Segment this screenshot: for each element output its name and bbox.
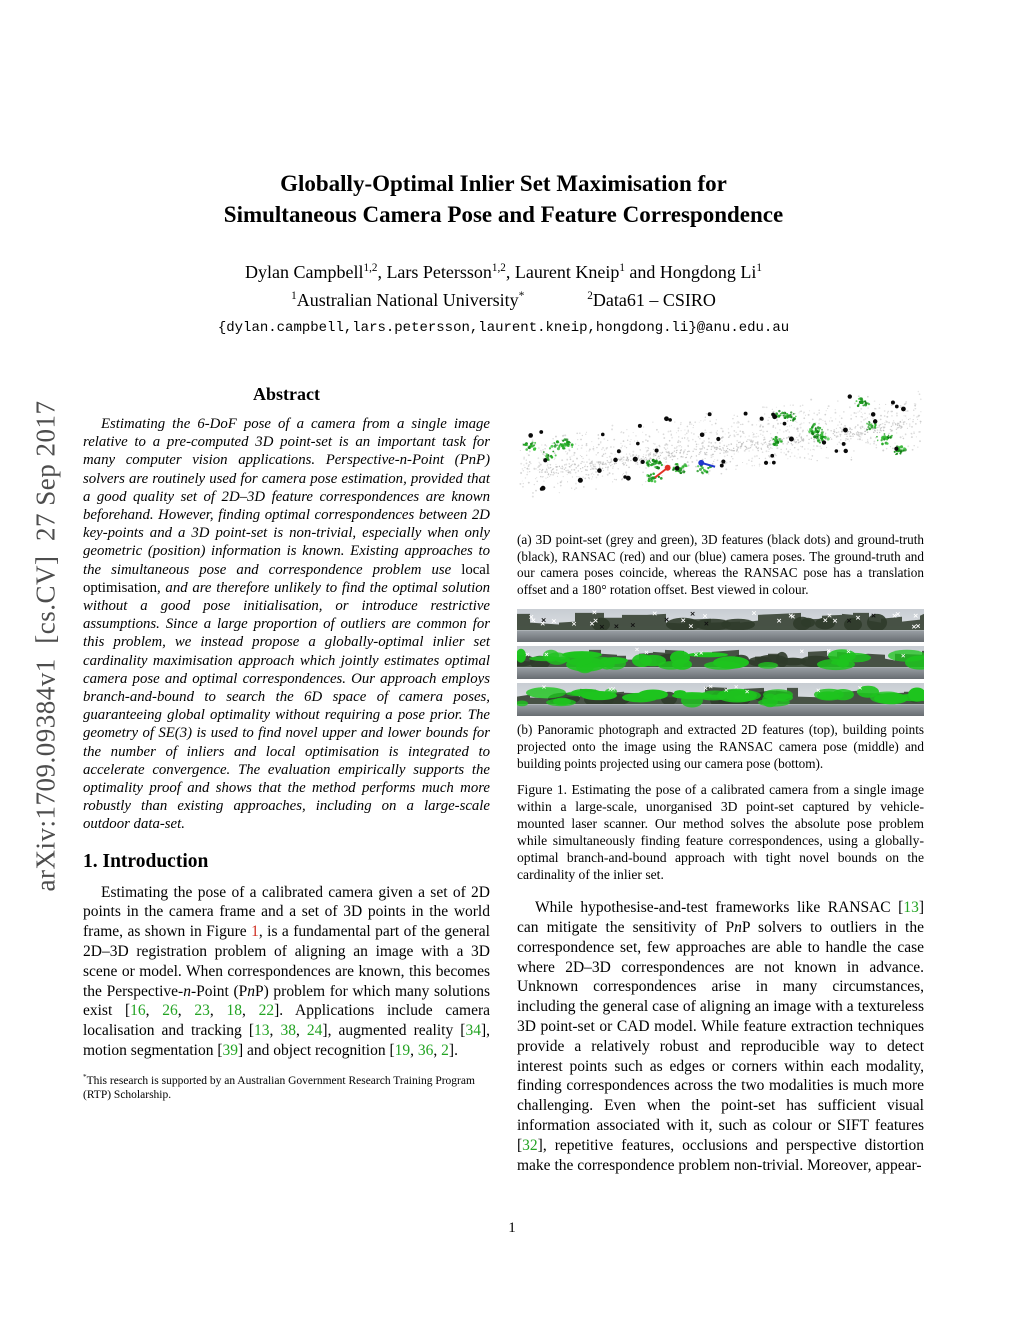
citation-link[interactable]: 13 <box>903 899 919 917</box>
text-segment: n <box>247 982 256 1000</box>
figure-reference-link[interactable]: 1 <box>251 923 259 941</box>
text-segment: n <box>734 918 742 936</box>
figure-1b-panoramas <box>517 609 924 716</box>
text-segment: , <box>269 1022 281 1040</box>
related-work-paragraph <box>517 898 924 1175</box>
superscript: * <box>518 290 525 302</box>
paper-header <box>83 168 924 336</box>
abstract-text <box>83 415 490 834</box>
citation-link[interactable]: 24 <box>306 1022 323 1040</box>
superscript: 2 <box>587 290 593 302</box>
text-segment: , Laurent Kneip <box>505 262 620 282</box>
text-segment: ]. <box>448 1042 458 1060</box>
text-segment: Estimating the 6-DoF pose of a camera from a single image relative to a pre-computed 3D point-set is an important task for many computer vision applications. Perspective-n-Point (PnP) solvers are routinely used for camera pose estimation, provided that a good quality set of 2D–3D feature correspondences are known beforehand. However, finding optimal correspondences between 2D key-points and a 3D point-set is non-trivial, especially when only geometric (position) information is known. Existing approaches to the simultaneous pose and correspondence problem use <box>83 416 490 578</box>
superscript: 1,2 <box>363 262 378 274</box>
panorama-our-projection <box>517 683 924 716</box>
paper-title <box>83 168 924 230</box>
text-segment: Data61 – CSIRO <box>592 290 716 310</box>
text-segment: P) problem for which many solutions exist [ <box>83 982 491 1020</box>
section-heading-introduction: 1. Introduction <box>83 850 209 872</box>
text-segment: and Hongdong Li <box>624 262 757 282</box>
panorama-ransac-projection <box>517 646 924 679</box>
figure-1a-caption: (a) 3D point-set (grey and green), 3D features (black dots) and ground-truth (black), RANSAC (red) and our (blue) camera poses. The ground-truth and our camera poses coincide, whereas the RANSAC pose has a translation offset and a 180° rotation offset. Best viewed in colour. <box>517 532 924 597</box>
text-segment: ]. Applications include camera localisation and tracking [ <box>83 1002 491 1040</box>
text-segment <box>524 290 587 310</box>
arxiv-watermark: arXiv:1709.09384v1 [cs.CV] 27 Sep 2017 <box>30 400 61 892</box>
text-segment: ] and object recognition [ <box>237 1042 395 1060</box>
left-column <box>83 384 490 1102</box>
superscript: 1,2 <box>491 262 506 274</box>
citation-link[interactable]: 38 <box>280 1022 296 1040</box>
text-segment: ], repetitive features, occlusions and perspective distortion make the correspondence problem non-trivial. Moreover, appear- <box>517 1136 924 1174</box>
citation-link[interactable]: 18 <box>226 1002 242 1020</box>
text-segment: Estimating the pose of a calibrated camera given a set of 2D points in the camera frame and a set of 3D points in the world frame, as shown in Figure <box>83 883 490 941</box>
text-segment: ] can mitigate the sensitivity of P <box>517 899 924 936</box>
right-column <box>517 366 924 1175</box>
citation-link[interactable]: 19 <box>394 1042 411 1060</box>
panorama-photo-with-features <box>517 609 924 642</box>
text-segment: , is a fundamental part of the general 2D–3D registration problem of aligning an image with a 3D scene or model. When correspondences are known, this becomes the Perspective- <box>83 923 490 1000</box>
citation-link[interactable]: 26 <box>162 1002 178 1020</box>
text-segment: , <box>295 1022 307 1040</box>
title-line-1: Globally-Optimal Inlier Set Maximisation for <box>280 171 727 196</box>
abstract-heading: Abstract <box>253 384 320 404</box>
text-segment: , <box>145 1002 163 1020</box>
text-segment: local optimisation <box>83 561 490 596</box>
page-number: 1 <box>508 1220 516 1236</box>
superscript: 1 <box>619 262 625 274</box>
text-segment: While hypothesise-and-test frameworks like RANSAC [ <box>535 899 904 917</box>
text-segment: Dylan Campbell <box>245 262 364 282</box>
text-segment: , <box>433 1042 442 1060</box>
text-segment: , <box>242 1002 259 1020</box>
footnote <box>83 1074 490 1102</box>
text-segment: -Point (P <box>190 982 248 1000</box>
text-segment: Australian National University <box>296 290 519 310</box>
text-segment: , <box>177 1002 195 1020</box>
citation-link[interactable]: 16 <box>130 1002 146 1020</box>
citation-link[interactable]: 32 <box>522 1136 538 1154</box>
citation-link[interactable]: 13 <box>254 1022 270 1040</box>
citation-link[interactable]: 39 <box>222 1042 238 1060</box>
citation-link[interactable]: 34 <box>465 1022 481 1040</box>
superscript: 1 <box>756 262 762 274</box>
citation-link[interactable]: 2 <box>441 1042 449 1060</box>
figure-1-caption: Figure 1. Estimating the pose of a calibrated camera from a single image within a large-scale, unorganised 3D point-set captured by vehicle-mounted laser scanner. Our method solves the absolute pose problem while simultaneously finding feature correspondences, using a globally-optimal branch-and-bound approach with tight novel bounds on the cardinality of the inlier set. <box>517 782 924 883</box>
title-line-2: Simultaneous Camera Pose and Feature Correspondence <box>223 202 784 227</box>
text-segment: , <box>209 1002 227 1020</box>
author-list <box>83 262 924 283</box>
citation-link[interactable]: 23 <box>194 1002 210 1020</box>
text-segment: n <box>183 982 191 1000</box>
text-segment: ], augmented reality [ <box>322 1022 466 1040</box>
citation-link[interactable]: 36 <box>417 1042 434 1060</box>
superscript: * <box>83 1073 87 1082</box>
figure-1a-pointcloud-image <box>517 366 924 526</box>
author-emails: {dylan.campbell,lars.petersson,laurent.kneip,hongdong.li}@anu.edu.au <box>217 320 790 336</box>
superscript: 1 <box>291 290 297 302</box>
text-segment: , Lars Petersson <box>377 262 492 282</box>
text-segment: , <box>410 1042 418 1060</box>
text-segment: This research is supported by an Australian Government Research Training Program (RTP) Scholarship. <box>83 1074 475 1101</box>
text-segment: ], motion segmentation [ <box>83 1022 490 1060</box>
text-segment: , and are therefore unlikely to find the optimal solution without a good pose initialisation, or introduce restrictive assumptions. Since a large proportion of outliers are common for this problem, we instead propose a globally-optimal inlier set cardinality maximisation approach which jointly estimates optimal camera pose and optimal correspondences. Our approach employs branch-and-bound to search the 6D space of camera poses, guaranteeing global optimality without requiring a pose prior. The geometry of SE(3) is used to find novel upper and lower bounds for the number of inliers and local optimisation is integrated to accelerate convergence. The evaluation empirically supports the optimality proof and shows that the method performs much more robustly than existing approaches, including on a large-scale outdoor data-set. <box>83 579 490 833</box>
affiliations <box>83 290 924 311</box>
citation-link[interactable]: 22 <box>258 1002 275 1020</box>
introduction-paragraph <box>83 883 490 1061</box>
figure-1b-caption: (b) Panoramic photograph and extracted 2D features (top), building points projected onto the image using the RANSAC camera pose (middle) and building points projected using our camera pose (bottom). <box>517 722 924 771</box>
text-segment: P solvers to outliers in the correspondence set, few approaches are able to handle the case where 2D–3D correspondences are not known in advance. Unknown correspondences arise in many circumstances, including the general case of aligning an image with a textureless 3D point-set or CAD model. While feature extraction techniques provide a relatively robust and reproducible way to detect interest points such as edges or corners within each modality, finding correspondences across the two modalities is much more challenging. Even when the point-set has sufficient visual information associated with it, such as colour or SIFT features [ <box>517 918 924 1154</box>
